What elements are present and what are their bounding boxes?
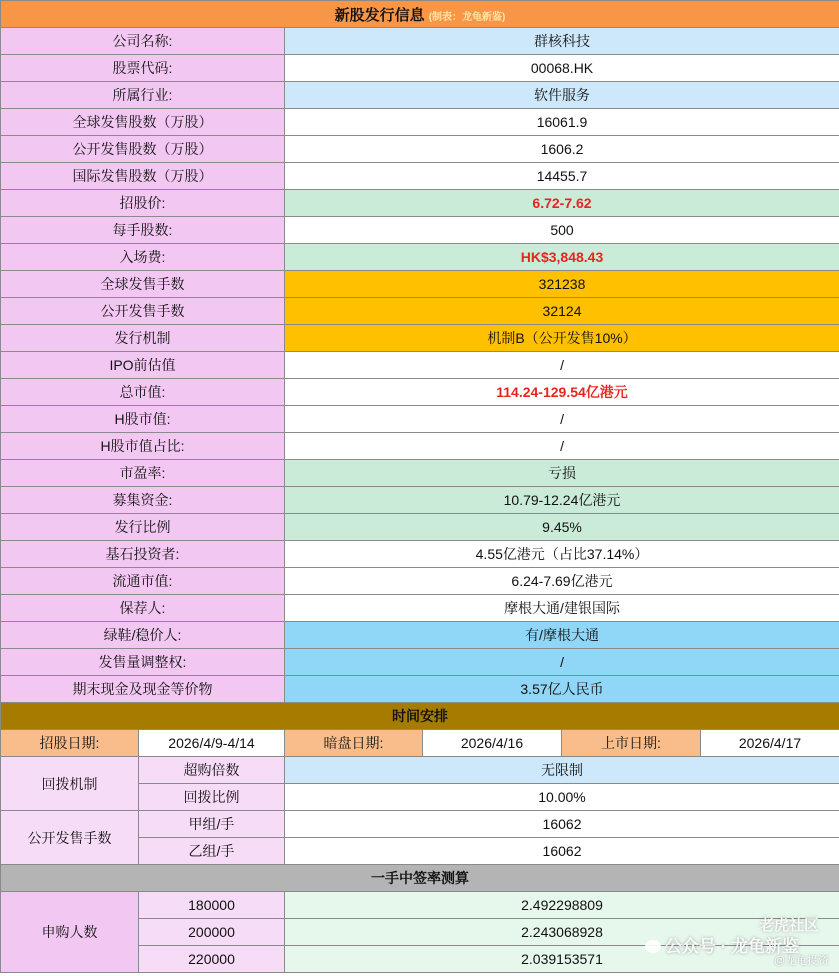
subscription-date-value: 2026/4/9-4/14	[139, 730, 285, 757]
schedule-header: 时间安排	[1, 703, 839, 730]
row-label: 发行比例	[1, 514, 285, 541]
clawback-value: 10.00%	[285, 784, 839, 811]
group-value: 16062	[285, 838, 839, 865]
row-value: 00068.HK	[285, 55, 839, 82]
row-value: 6.72-7.62	[285, 190, 839, 217]
table-row	[1, 271, 839, 298]
table-row	[1, 163, 839, 190]
table-header	[1, 1, 839, 28]
row-label: 流通市值:	[1, 568, 285, 595]
row-label: 总市值:	[1, 379, 285, 406]
row-label: 绿鞋/稳价人:	[1, 622, 285, 649]
table-row	[1, 487, 839, 514]
row-label: 市盈率:	[1, 460, 285, 487]
table-row	[1, 514, 839, 541]
clawback-row	[1, 757, 839, 784]
row-label: 募集资金:	[1, 487, 285, 514]
row-value: /	[285, 406, 839, 433]
wechat-icon	[645, 940, 661, 953]
row-label: 入场费:	[1, 244, 285, 271]
group-label: 乙组/手	[139, 838, 285, 865]
row-value: 机制B（公开发售10%）	[285, 325, 839, 352]
group-value: 16062	[285, 811, 839, 838]
row-value: HK$3,848.43	[285, 244, 839, 271]
table-row	[1, 649, 839, 676]
row-value: 摩根大通/建银国际	[285, 595, 839, 622]
row-value: 软件服务	[285, 82, 839, 109]
table-row	[1, 541, 839, 568]
table-row	[1, 55, 839, 82]
row-value: 10.79-12.24亿港元	[285, 487, 839, 514]
row-label: 股票代码:	[1, 55, 285, 82]
applicants-label: 申购人数	[1, 892, 139, 973]
clawback-value: 无限制	[285, 757, 839, 784]
row-value: /	[285, 649, 839, 676]
table-subtitle: (制表：龙龟新鉴)	[428, 11, 506, 23]
table-row	[1, 244, 839, 271]
row-label: 发行机制	[1, 325, 285, 352]
row-value: 群核科技	[285, 28, 839, 55]
table-row	[1, 109, 839, 136]
row-value: 14455.7	[285, 163, 839, 190]
table-title: 新股发行信息	[334, 6, 425, 24]
listing-date-value: 2026/4/17	[701, 730, 839, 757]
row-label: 公开发售手数	[1, 298, 285, 325]
applicant-count: 200000	[139, 919, 285, 946]
table-row	[1, 325, 839, 352]
lottery-header: 一手中签率测算	[1, 865, 839, 892]
row-label: IPO前估值	[1, 352, 285, 379]
table-row	[1, 379, 839, 406]
row-label: 全球发售股数（万股）	[1, 109, 285, 136]
row-value: /	[285, 352, 839, 379]
grey-market-date-label: 暗盘日期:	[285, 730, 423, 757]
table-row	[1, 595, 839, 622]
table-row	[1, 136, 839, 163]
lottery-row	[1, 892, 839, 919]
row-value: 4.55亿港元（占比37.14%）	[285, 541, 839, 568]
table-row	[1, 568, 839, 595]
subscription-date-label: 招股日期:	[1, 730, 139, 757]
row-label: 招股价:	[1, 190, 285, 217]
row-label: 发售量调整权:	[1, 649, 285, 676]
public-lots-label: 公开发售手数	[1, 811, 139, 865]
row-label: 每手股数:	[1, 217, 285, 244]
row-value: 321238	[285, 271, 839, 298]
row-label: 国际发售股数（万股）	[1, 163, 285, 190]
grey-market-date-value: 2026/4/16	[423, 730, 562, 757]
row-value: 32124	[285, 298, 839, 325]
row-label: H股市值:	[1, 406, 285, 433]
row-label: 保荐人:	[1, 595, 285, 622]
table-row	[1, 298, 839, 325]
row-value: 有/摩根大通	[285, 622, 839, 649]
row-value: 1606.2	[285, 136, 839, 163]
community-watermark: 老虎社区	[758, 917, 819, 934]
listing-date-label: 上市日期:	[562, 730, 701, 757]
row-label: 基石投资者:	[1, 541, 285, 568]
lottery-rate: 2.243068928	[285, 919, 839, 946]
row-value: 16061.9	[285, 109, 839, 136]
lottery-rate: 2.039153571	[285, 946, 839, 973]
table-row	[1, 406, 839, 433]
clawback-label: 回拨机制	[1, 757, 139, 811]
table-row	[1, 676, 839, 703]
row-label: 全球发售手数	[1, 271, 285, 298]
row-label: 所属行业:	[1, 82, 285, 109]
table-row	[1, 433, 839, 460]
row-value: 3.57亿人民币	[285, 676, 839, 703]
clawback-sub-label: 超购倍数	[139, 757, 285, 784]
row-value: 9.45%	[285, 514, 839, 541]
row-label: 公开发售股数（万股）	[1, 136, 285, 163]
table-row	[1, 82, 839, 109]
row-value: 6.24-7.69亿港元	[285, 568, 839, 595]
public-lots-row	[1, 811, 839, 838]
row-label: 公司名称:	[1, 28, 285, 55]
row-value: /	[285, 433, 839, 460]
applicant-count: 220000	[139, 946, 285, 973]
table-row	[1, 460, 839, 487]
table-row	[1, 28, 839, 55]
table-row	[1, 352, 839, 379]
table-row	[1, 217, 839, 244]
handle-watermark: @龙龟投资	[773, 955, 829, 967]
clawback-sub-label: 回拨比例	[139, 784, 285, 811]
account-watermark-text: 公众号 · 龙龟新鉴	[664, 937, 799, 956]
row-value: 114.24-129.54亿港元	[285, 379, 839, 406]
row-value: 500	[285, 217, 839, 244]
lottery-rate: 2.492298809	[285, 892, 839, 919]
row-label: H股市值占比:	[1, 433, 285, 460]
table-row	[1, 190, 839, 217]
table-row	[1, 622, 839, 649]
row-label: 期末现金及现金等价物	[1, 676, 285, 703]
applicant-count: 180000	[139, 892, 285, 919]
schedule-row	[1, 730, 839, 757]
row-value: 亏损	[285, 460, 839, 487]
group-label: 甲组/手	[139, 811, 285, 838]
